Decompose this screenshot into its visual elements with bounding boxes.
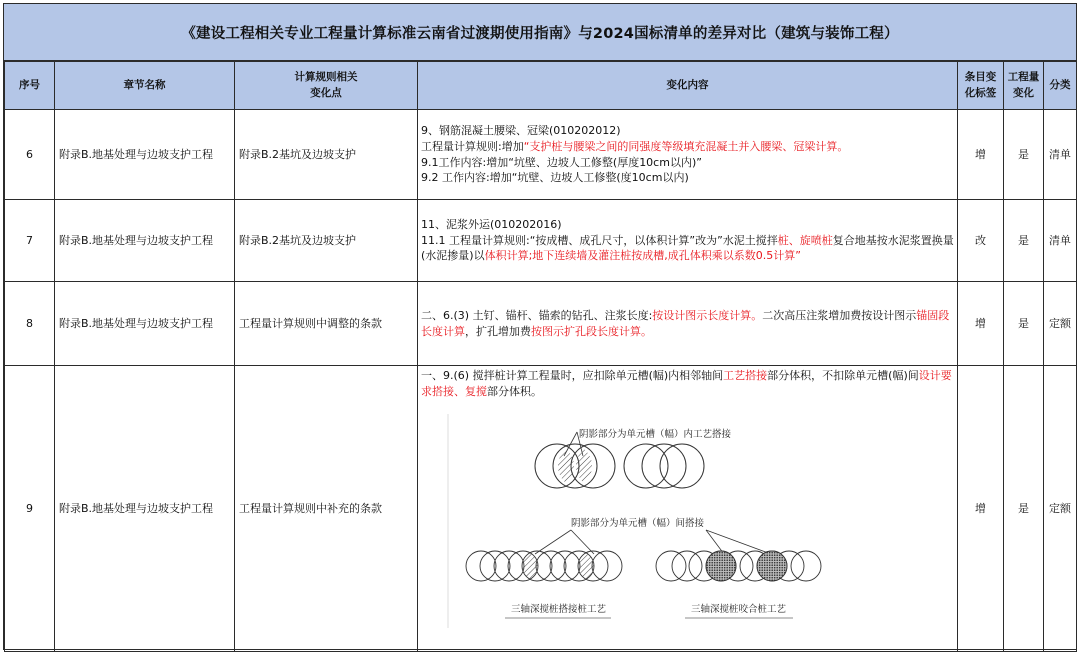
- leader-line: [535, 530, 571, 554]
- cell-seq: 6: [5, 110, 55, 200]
- content-text: 11.1 工程量计算规则:“按成槽、成孔尺寸，以体积计算”改为”水泥土搅拌: [421, 233, 778, 247]
- cell-rule: 附录B.2基坑及边坡支护: [235, 110, 418, 200]
- leader-line: [706, 530, 771, 554]
- table-row: [5, 282, 1077, 366]
- cell-content: [418, 282, 958, 366]
- content-highlight: 按图示扩孔段长度计算。: [531, 324, 652, 338]
- content-line: 9、钢筋混凝土腰梁、冠梁(010202012): [421, 123, 621, 137]
- cell-rule: 附录B.2基坑及边坡支护: [235, 200, 418, 282]
- content-line: 9.1工作内容:增加“坑壁、边坡人工修整(厚度10cm以内)”: [421, 155, 702, 169]
- cell-category: 定额: [1044, 366, 1077, 652]
- cell-rule: 工程量计算规则中调整的条款: [235, 282, 418, 366]
- content-text: 部分体积，不扣除单元槽(幅)间: [767, 369, 919, 382]
- header-chapter: 章节名称: [55, 62, 235, 110]
- header-tag-line2: 化标签: [964, 86, 997, 99]
- comparison-sheet: [3, 3, 1077, 650]
- cell-chapter: 附录B.地基处理与边坡支护工程: [55, 200, 235, 282]
- content-text: 二、6.(3) 土钉、锚杆、锚索的钻孔、注浆长度:: [421, 308, 653, 322]
- header-rule-line1: 计算规则相关: [294, 71, 358, 84]
- leader-line: [571, 530, 594, 554]
- cell-qty: 是: [1004, 366, 1044, 652]
- pile-group-top-right: [624, 444, 704, 488]
- table-row: [5, 200, 1077, 282]
- header-rule: [235, 62, 418, 110]
- pile-chain-right: [656, 551, 821, 581]
- header-qty-line1: 工程量: [1007, 71, 1040, 84]
- cell-chapter: 附录B.地基处理与边坡支护工程: [55, 282, 235, 366]
- cell-rule: 工程量计算规则中补充的条款: [235, 366, 418, 652]
- overlap-hatch: [576, 449, 592, 483]
- content-text: 工程量计算规则:增加: [421, 139, 524, 153]
- cell-qty: 是: [1004, 110, 1044, 200]
- pile-chain-left: [466, 551, 622, 581]
- content-text: 二次高压注浆增加费按设计图示: [762, 308, 917, 322]
- content-highlight: 按设计图示长度计算。: [652, 308, 763, 322]
- content-line: 9.2 工作内容:增加“坑壁、边坡人工修整(度10cm以内): [421, 171, 689, 185]
- figure-label-top: 阴影部分为单元槽（幅）内工艺搭接: [579, 428, 732, 440]
- cell-content: [418, 110, 958, 200]
- cell-content: [418, 366, 958, 652]
- cell-tag: 增: [958, 110, 1004, 200]
- content-line: 11、泥浆外运(010202016): [421, 217, 562, 231]
- cell-chapter: 附录B.地基处理与边坡支护工程: [55, 110, 235, 200]
- cell-qty: 是: [1004, 200, 1044, 282]
- header-content: 变化内容: [418, 62, 958, 110]
- content-paragraph: [421, 368, 954, 400]
- cell-category: 清单: [1044, 110, 1077, 200]
- overlap-hatch: [558, 449, 574, 483]
- table-header-row: [5, 62, 1077, 110]
- header-seq: 序号: [5, 62, 55, 110]
- comparison-table: [4, 61, 1077, 652]
- content-text: 部分体积。: [487, 384, 542, 398]
- cell-seq: 9: [5, 366, 55, 652]
- content-highlight: “支护桩与腰梁之间的同强度等级填充混凝土并入腰梁、冠梁计算。: [523, 139, 849, 153]
- cell-seq: 8: [5, 282, 55, 366]
- cell-tag: 改: [958, 200, 1004, 282]
- header-tag-line1: 条目变: [964, 71, 997, 84]
- cell-tag: 增: [958, 366, 1004, 652]
- figure-caption-right: 三轴深搅桩咬合桩工艺: [691, 603, 787, 615]
- cell-content: [418, 200, 958, 282]
- content-line: [421, 233, 954, 265]
- figure-label-mid: 阴影部分为单元槽（幅）间搭接: [571, 517, 705, 529]
- content-text: 复合地基按水泥浆置换量(水泥掺量)以: [421, 233, 954, 263]
- content-text: ，扩孔增加费: [465, 324, 531, 338]
- pile-overlap-figure: [421, 404, 951, 636]
- table-row: [5, 366, 1077, 652]
- content-highlight: 设计要求搭接、复搅: [421, 369, 952, 398]
- cell-seq: 7: [5, 200, 55, 282]
- cell-category: 定额: [1044, 282, 1077, 366]
- header-rule-line2: 变化点: [310, 86, 342, 99]
- content-text: 一、9.(6) 搅拌桩计算工程量时，应扣除单元槽(幅)内相邻轴间: [421, 369, 724, 382]
- content-highlight: 工艺搭接: [723, 369, 768, 382]
- content-line: [421, 139, 954, 155]
- interlock-pile: [757, 551, 787, 581]
- header-qty: [1004, 62, 1044, 110]
- cell-chapter: 附录B.地基处理与边坡支护工程: [55, 366, 235, 652]
- pile-group-top-left: [535, 444, 615, 488]
- figure-caption-left: 三轴深搅桩搭接桩工艺: [511, 603, 607, 615]
- content-highlight: 桩、旋喷桩: [777, 233, 833, 247]
- header-category: 分类: [1044, 62, 1077, 110]
- cell-category: 清单: [1044, 200, 1077, 282]
- cell-qty: 是: [1004, 282, 1044, 366]
- cell-tag: 增: [958, 282, 1004, 366]
- header-tag: [958, 62, 1004, 110]
- content-highlight: 体积计算;地下连续墙及灌注桩按成槽,成孔体积乘以系数0.5计算”: [484, 249, 801, 263]
- header-qty-line2: 变化: [1013, 86, 1034, 99]
- interlock-pile: [706, 551, 736, 581]
- table-row: [5, 110, 1077, 200]
- page-title: 《建设工程相关专业工程量计算标准云南省过渡期使用指南》与2024国标清单的差异对比（建筑与装饰工程）: [4, 4, 1076, 61]
- content-highlight: 锚固段长度计算: [421, 308, 950, 338]
